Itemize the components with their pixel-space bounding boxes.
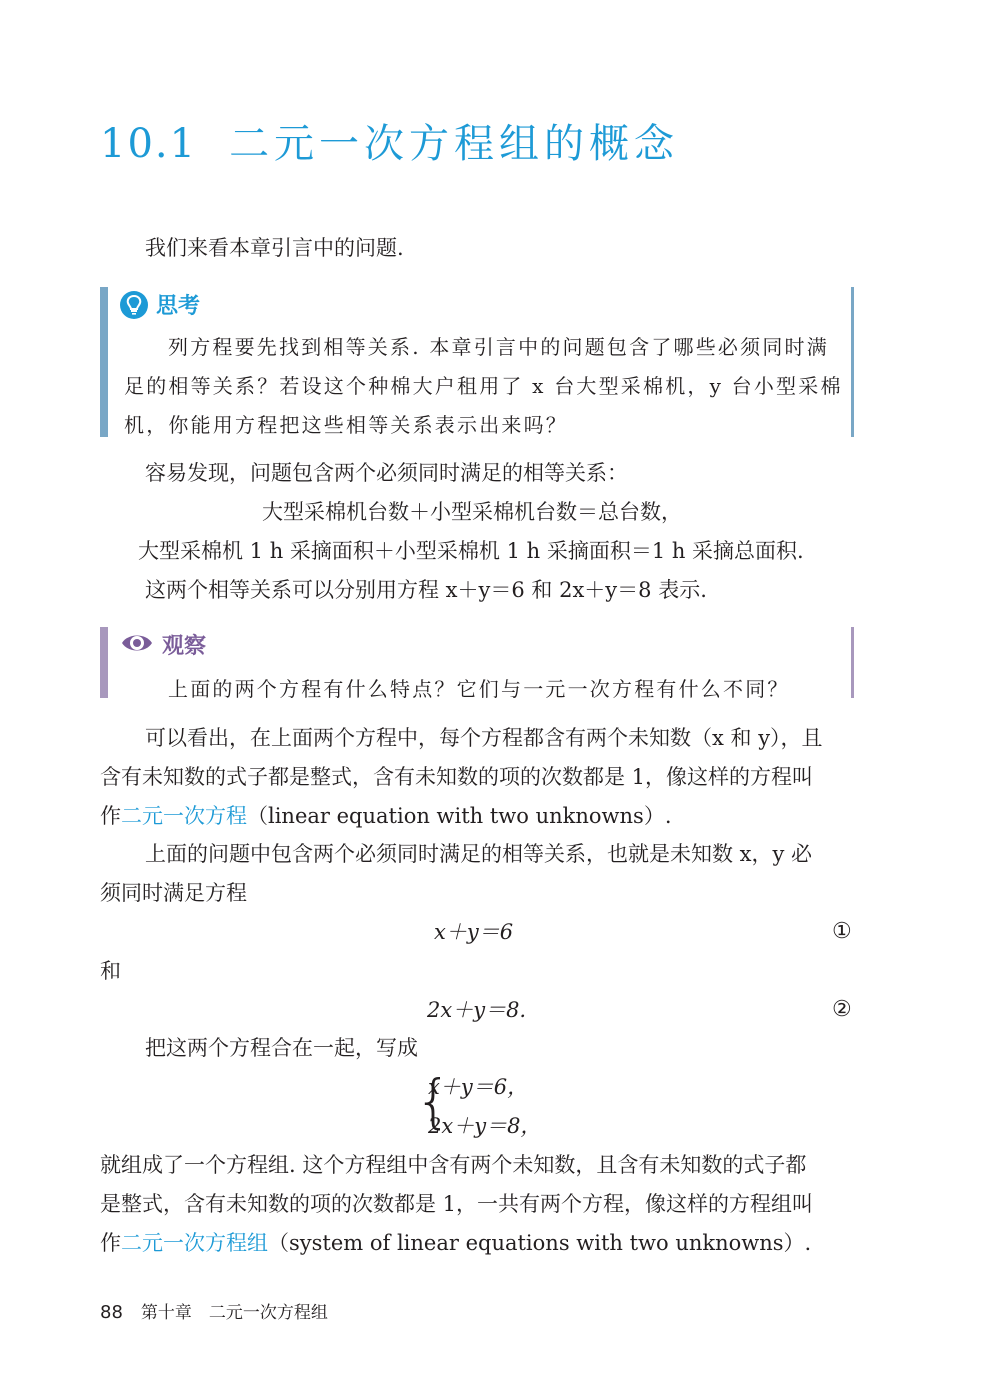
observe-label: 观察	[162, 634, 207, 659]
paragraph-3-prefix: 作	[100, 804, 121, 828]
equation-2: 2x＋y＝8.	[427, 998, 527, 1022]
paragraph-6-line-3	[100, 1233, 811, 1254]
relation-1: 大型采棉机台数＋小型采棉机台数＝总台数，	[262, 500, 682, 524]
think-line-2: 足的相等关系？若设这个种棉大户租用了 x 台大型采棉机，y 台小型采棉	[124, 374, 843, 398]
term-linear-equation: 二元一次方程	[121, 804, 247, 828]
equation-1-number: ①	[832, 919, 852, 944]
system-line-1: x＋y＝6，	[428, 1075, 529, 1099]
paragraph-2: 这两个相等关系可以分别用方程 x＋y＝6 和 2x＋y＝8 表示.	[145, 578, 707, 602]
paragraph-6-line-2: 是整式，含有未知数的项的次数都是 1，一共有两个方程，像这样的方程组叫	[100, 1192, 814, 1216]
system-line-2: 2x＋y＝8，	[428, 1114, 542, 1138]
term-linear-system: 二元一次方程组	[121, 1231, 268, 1255]
observe-header	[120, 629, 206, 660]
relation-2: 大型采棉机 1 h 采摘面积＋小型采棉机 1 h 采摘面积＝1 h 采摘总面积.	[138, 539, 804, 563]
paragraph-4-line-2: 须同时满足方程	[100, 881, 247, 905]
paragraph-5: 把这两个方程合在一起，写成	[145, 1036, 418, 1060]
chapter-title: 第十章 二元一次方程组	[140, 1303, 328, 1323]
think-box	[100, 287, 854, 437]
paragraph-3-english: （linear equation with two unknowns）.	[247, 804, 672, 828]
paragraph-6-prefix: 作	[100, 1231, 121, 1255]
think-header	[120, 289, 200, 320]
page-footer	[100, 1298, 328, 1323]
think-line-3: 机，你能用方程把这些相等关系表示出来吗？	[124, 413, 568, 437]
paragraph-3-line-3	[100, 806, 672, 827]
section-title-text: 二元一次方程组的概念	[229, 121, 680, 167]
paragraph-4-line-1: 上面的问题中包含两个必须同时满足的相等关系，也就是未知数 x，y 必	[145, 842, 813, 866]
and-text: 和	[100, 959, 121, 983]
system-brace: {	[415, 1067, 452, 1135]
eye-icon	[120, 630, 154, 660]
lightbulb-icon	[120, 291, 148, 319]
paragraph-3-line-2: 含有未知数的式子都是整式，含有未知数的项的次数都是 1，像这样的方程叫	[100, 765, 814, 789]
intro-text: 我们来看本章引言中的问题.	[145, 236, 404, 260]
paragraph-6-line-1: 就组成了一个方程组. 这个方程组中含有两个未知数，且含有未知数的式子都	[100, 1153, 807, 1177]
observe-text: 上面的两个方程有什么特点？它们与一元一次方程有什么不同？	[168, 677, 790, 701]
page-number: 88	[100, 1302, 123, 1323]
observe-box	[100, 627, 854, 701]
think-line-1: 列方程要先找到相等关系. 本章引言中的问题包含了哪些必须同时满	[168, 335, 829, 359]
equation-1: x＋y＝6	[434, 920, 514, 944]
paragraph-3-line-1: 可以看出，在上面两个方程中，每个方程都含有两个未知数（x 和 y），且	[145, 726, 823, 750]
paragraph-1: 容易发现，问题包含两个必须同时满足的相等关系：	[145, 461, 628, 485]
equation-2-number: ②	[832, 997, 852, 1022]
think-label: 思考	[156, 294, 201, 319]
section-title	[100, 112, 679, 169]
section-number: 10.1	[100, 121, 198, 167]
paragraph-6-english: （system of linear equations with two unknowns）.	[268, 1231, 812, 1255]
